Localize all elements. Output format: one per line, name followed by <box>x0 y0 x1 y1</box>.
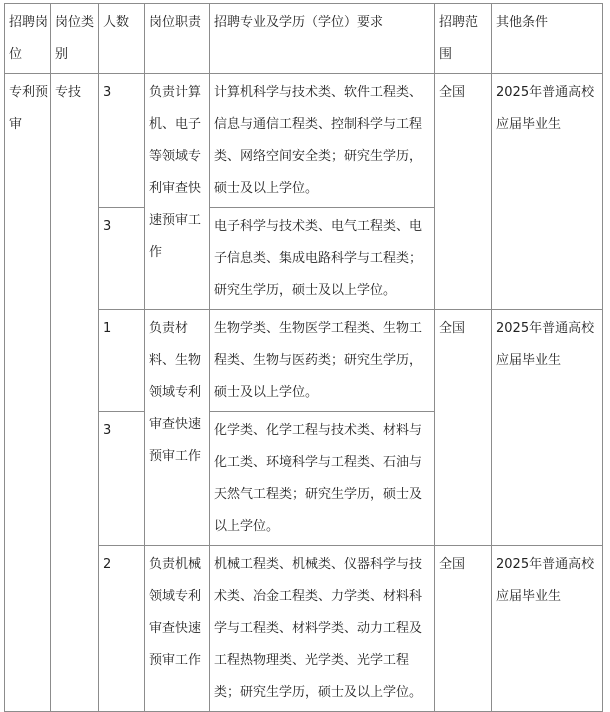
header-category: 岗位类别 <box>51 4 99 74</box>
table-row <box>5 74 603 208</box>
count-cell: 1 <box>99 310 145 412</box>
header-duty: 岗位职责 <box>145 4 210 74</box>
major-cell: 电子科学与技术类、电气工程类、电子信息类、集成电路科学与工程类；研究生学历，硕士及以上学位。 <box>210 208 435 310</box>
header-count: 人数 <box>99 4 145 74</box>
count-cell: 3 <box>99 74 145 208</box>
duty-cell: 负责机械领域专利审查快速预审工作 <box>145 546 210 712</box>
scope-cell: 全国 <box>435 546 492 712</box>
major-cell: 生物学类、生物医学工程类、生物工程类、生物与医药类；研究生学历，硕士及以上学位。 <box>210 310 435 412</box>
scope-cell: 全国 <box>435 310 492 546</box>
header-row <box>5 4 603 74</box>
category-cell: 专技 <box>51 74 99 712</box>
header-other-conditions: 其他条件 <box>492 4 603 74</box>
other-conditions-cell: 2025年普通高校应届毕业生 <box>492 310 603 546</box>
major-cell: 计算机科学与技术类、软件工程类、信息与通信工程类、控制科学与工程类、网络空间安全类；研究生学历，硕士及以上学位。 <box>210 74 435 208</box>
scope-cell: 全国 <box>435 74 492 310</box>
major-cell: 化学类、化学工程与技术类、材料与化工类、环境科学与工程类、石油与天然气工程类；研究生学历，硕士及以上学位。 <box>210 412 435 546</box>
header-scope: 招聘范围 <box>435 4 492 74</box>
major-cell: 机械工程类、机械类、仪器科学与技术类、冶金工程类、力学类、材料科学与工程类、材料学类、动力工程及工程热物理类、光学类、光学工程类；研究生学历，硕士及以上学位。 <box>210 546 435 712</box>
duty-cell: 负责材料、生物领域专利审查快速预审工作 <box>145 310 210 546</box>
count-cell: 2 <box>99 546 145 712</box>
count-cell: 3 <box>99 208 145 310</box>
position-name-cell: 专利预审 <box>5 74 51 712</box>
recruitment-table <box>4 3 603 712</box>
header-major-requirement: 招聘专业及学历（学位）要求 <box>210 4 435 74</box>
count-cell: 3 <box>99 412 145 546</box>
other-conditions-cell: 2025年普通高校应届毕业生 <box>492 546 603 712</box>
other-conditions-cell: 2025年普通高校应届毕业生 <box>492 74 603 310</box>
header-position: 招聘岗位 <box>5 4 51 74</box>
duty-cell: 负责计算机、电子等领域专利审查快速预审工作 <box>145 74 210 310</box>
